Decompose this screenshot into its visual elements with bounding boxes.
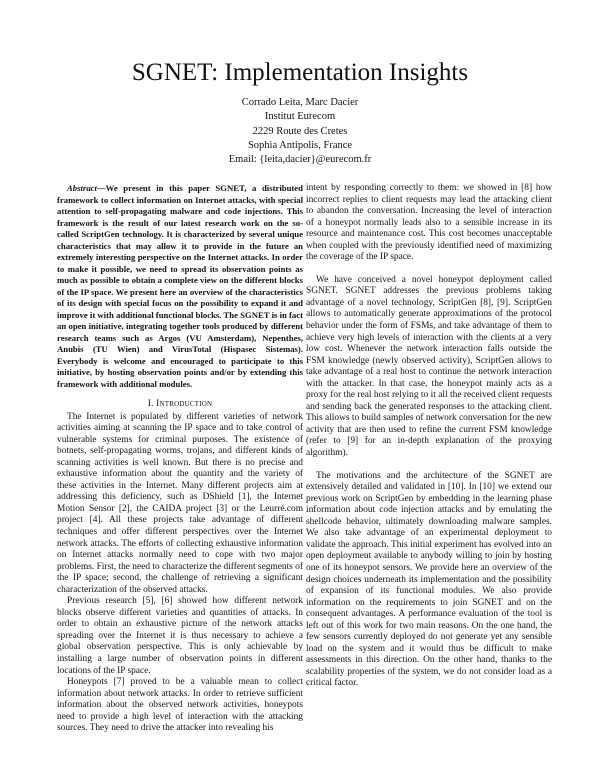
author-block: [0, 96, 600, 167]
intro-paragraph-1: The Internet is populated by different varieties of network activities aiming at scanning the IP space and to take control of vulnerable systems for criminal purposes. The existence of botnets, self-propagating worms, trojans, and different kinds of scanning activities is well known. But there is no precise and exhaustive information about the quantity and the variety of these activities in the Internet. Many different projects aim at addressing this deficiency, such as DShield [1], the Internet Motion Sensor [2], the CAIDA project [3] or the Leurré.com project [4]. All these projects take advantage of different techniques and offer different perspectives over the Internet network attacks. The efforts of collecting exhaustive information on Internet attacks normally need to cope with two major problems. First, the need to characterize the different segments of the IP space; second, the challenge of retrieving a significant characterization of the observed attacks.: [57, 411, 303, 595]
author-email: Email: {leita,dacier}@eurecom.fr: [228, 154, 372, 166]
abstract-text: —We present in this paper SGNET, a distributed framework to collect information on Internet attacks, with special attention to self-propagating malware and code injections. This framework is the result of our latest research work on the so-called ScriptGen technology. It is characterized by several unique characteristics that may allow it to provide in the future an extremely interesting perspective on the Internet attacks. In order to make it possible, we need to spread its observation points as much as possible to obtain a complete view on the different blocks of the IP space. We present here an overview of the characteristics of its design with special focus on the possibility to expand it and improve it with additional functional blocks. The SGNET is in fact an open initiative, integrating together tools produced by different research teams such as Argos (VU Amsterdam), Nepenthes, Anubis (TU Wien) and VirusTotal (Hispasec Sistemas). Everybody is welcome and encouraged to participate to this initiative, by hosting observation points and/or by extending this framework with additional modules.: [57, 183, 303, 389]
intro-paragraph-3-continued: intent by responding correctly to them: we showed in [8] how incorrect replies to client requests may lead the attacking client to abandon the conversation. Increasing the level of interaction of a honeypot normally leads also to a sensible increase in its resource and maintenance cost. This cost becomes unacceptable when coupled with the previously identified need of maximizing the coverage of the IP space.: [306, 183, 552, 263]
left-column: [57, 183, 303, 753]
paper-title: SGNET: Implementation Insights: [131, 59, 469, 86]
intro-paragraph-3: Honeypots [7] proved to be a valuable mean to collect information about network attacks. In order to retrieve sufficient information about the observed network activities, honeypots need to provide a high level of interaction with the attacking sources. They need to drive the attacker into revealing his: [57, 677, 303, 734]
intro-paragraph-2: Previous research [5], [6] showed how different network blocks observe different varieties and quantities of attacks. In order to obtain an exhaustive picture of the network attacks spreading over the Internet it is thus necessary to achieve a global observation perspective. This is only achievable by installing a large number of observation points in different locations of the IP space.: [57, 596, 303, 676]
section-heading-introduction: I. Introduction: [147, 399, 213, 409]
abstract-label: Abstract: [67, 183, 97, 193]
abstract: [57, 183, 303, 390]
sgnet-paragraph: We have conceived a novel honeypot deployment called SGNET. SGNET addresses the previous problems taking advantage of a novel technology, ScriptGen [8], [9]. ScriptGen allows to automatically generate approximations of the protocol behavior under the form of FSMs, and take advantage of them to achieve very high levels of interaction with the clients at a very low cost. Whenever the network interaction falls outside the FSM knowledge (newly observed activity), ScriptGen allows to take advantage of a real host to continue the network interaction with the attacker. In that case, the honeypot mainly acts as a proxy for the real host relying to it all the received client requests and sending back the generated responses to the attacking client. This allows to build samples of network conversation for the new activity that are then used to refine the current FSM knowledge (refer to [9] for an in-depth explanation of the proxying algorithm).: [306, 274, 552, 459]
author-names: Corrado Leita, Marc Dacier: [241, 97, 359, 108]
affiliation-institute: Institut Eurecom: [264, 111, 336, 123]
motivation-paragraph: The motivations and the architecture of the SGNET are extensively detailed and validated in [10]. In [10] we extend our previous work on ScriptGen by embedding in the learning phase information about code injection attacks and by emulating the shellcode behavior, ultimately downloading malware samples. We also take advantage of an experimental deployment to validate the approach. This initial experiment has evolved into an open deployment available to anybody willing to join by hosting one of its honeypot sensors. We provide here an overview of the design choices underneath its implementation and the possibility of expansion of its functional modules. We also provide information on the requirements to join SGNET and on the consequent advantages. A performance evaluation of the tool is left out of this work for two main reasons. On the one hand, the few sensors currently deployed do not generate yet any sensible load on the system and it would thus be difficult to make assessments in this direction. On the other hand, thanks to the scalability properties of the system, we do not consider load as a critical factor.: [306, 470, 552, 689]
affiliation-street: 2229 Route des Cretes: [252, 125, 348, 137]
affiliation-city: Sophia Antipolis, France: [247, 139, 353, 151]
right-column: [306, 183, 552, 753]
